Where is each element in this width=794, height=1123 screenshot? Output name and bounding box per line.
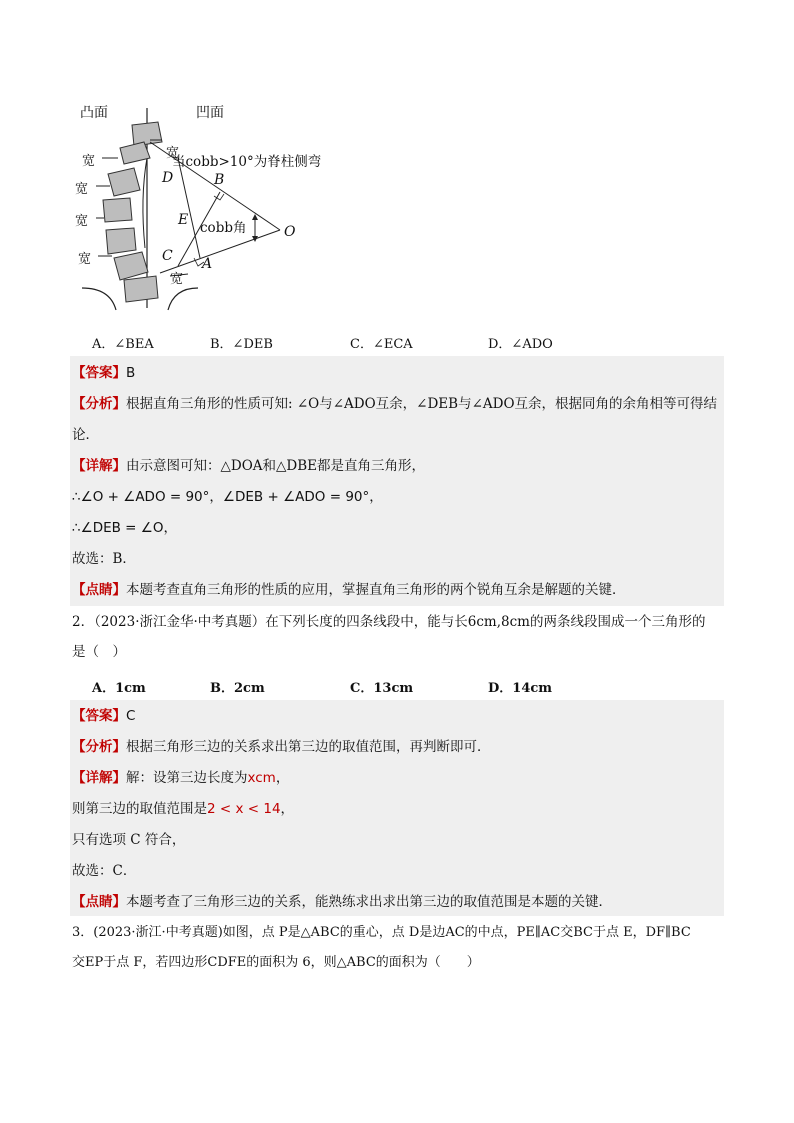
q2-detail-2: 则第三边的取值范围是2 < x < 14， <box>72 801 295 817</box>
q1-option-c: C．∠ECA <box>350 337 413 352</box>
q1-answer: 【答案】B <box>72 365 136 381</box>
vertebrae <box>103 122 162 302</box>
q2-detail-3: 只有选项 C 符合， <box>72 832 186 848</box>
wide-label-1: 宽 <box>166 146 180 161</box>
q1-detail-3: ∴∠DEB = ∠O， <box>72 520 178 536</box>
q1-analysis: 【分析】根据直角三角形的性质可知: ∠O与∠ADO互余，∠DEB与∠ADO互余，根据同角的余角相等可得结 <box>72 396 718 412</box>
q1-option-a: A．∠BEA <box>92 337 154 352</box>
q2-option-a: A．1cm <box>92 681 146 696</box>
q2-option-d: D．14cm <box>488 681 553 696</box>
q1-option-d: D．∠ADO <box>488 337 553 352</box>
wide-label-4: 宽 <box>75 214 89 229</box>
spine-diagram <box>70 98 370 323</box>
q2-comment: 【点睛】本题考查了三角形三边的关系，能熟练求出求出第三边的取值范围是本题的关键． <box>72 894 612 910</box>
q2-option-b: B．2cm <box>210 681 265 696</box>
point-C: C <box>162 248 173 264</box>
cobb-angle-label: cobb角 <box>200 220 247 236</box>
q2-detail-4: 故选：C． <box>72 863 137 879</box>
concave-label: 凹面 <box>196 105 224 121</box>
point-D: D <box>162 170 174 186</box>
q2-detail: 【详解】解：设第三边长度为xcm， <box>72 770 290 786</box>
point-E: E <box>178 212 189 228</box>
q1-detail-2: ∴∠O + ∠ADO = 90°，∠DEB + ∠ADO = 90°， <box>72 489 383 505</box>
cobb-note: 当cobb>10°为脊柱侧弯 <box>172 154 322 170</box>
q1-analysis-cont: 论． <box>72 427 99 443</box>
q2-options <box>92 677 652 699</box>
wide-label-3: 宽 <box>75 182 89 197</box>
q1-comment: 【点睛】本题考查直角三角形的性质的应用，掌握直角三角形的两个锐角互余是解题的关键． <box>72 582 626 598</box>
q3-stem: 3．(2023·浙江·中考真题)如图，点 P是△ABC的重心，点 D是边AC的中点，PE∥AC交BC于点 E，DF∥BC 交EP于点 F，若四边形CDFE的面积为 6，则△ABC的面积为（ ） <box>72 925 691 970</box>
q1-detail: 【详解】由示意图可知：△DOA和△DBE都是直角三角形， <box>72 458 426 474</box>
q1-option-b: B．∠DEB <box>210 337 273 352</box>
q2-option-c: C．13cm <box>350 681 414 696</box>
wide-label-2: 宽 <box>82 154 96 169</box>
q2-analysis: 【分析】根据三角形三边的关系求出第三边的取值范围，再判断即可． <box>72 739 491 755</box>
q2-answer: 【答案】C <box>72 708 136 724</box>
q1-detail-4: 故选：B． <box>72 551 136 567</box>
point-A: A <box>202 256 213 272</box>
q1-options <box>92 333 652 355</box>
point-O: O <box>284 224 296 240</box>
convex-label: 凸面 <box>80 105 108 121</box>
wide-label-6: 宽 <box>170 272 184 287</box>
q2-stem: 2．（2023·浙江金华·中考真题）在下列长度的四条线段中，能与长6cm,8cm的两条线段围成一个三角形的 是（ ） <box>72 614 706 660</box>
wide-label-5: 宽 <box>78 252 92 267</box>
point-B: B <box>214 172 225 188</box>
cobb-angle-figure <box>70 98 370 323</box>
